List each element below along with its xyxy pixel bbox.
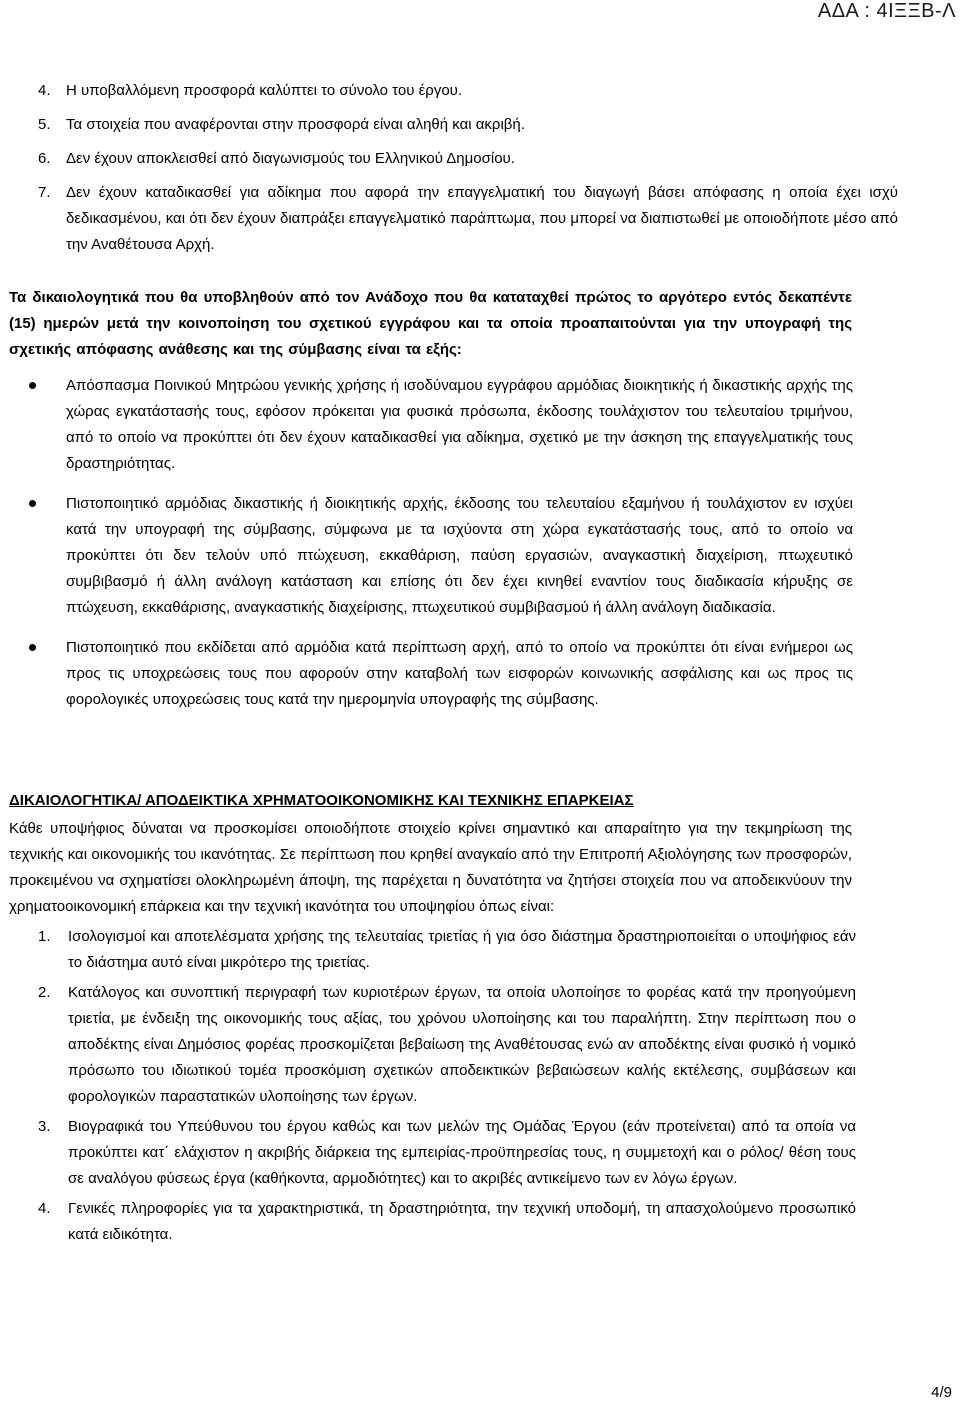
list-item bbox=[38, 180, 898, 258]
list-item bbox=[38, 1114, 856, 1192]
item-text: Δεν έχουν αποκλεισθεί από διαγωνισμούς του Ελληνικού Δημοσίου. bbox=[66, 150, 515, 167]
list-item bbox=[38, 1196, 856, 1248]
bullet-item bbox=[29, 635, 853, 713]
item-number: 5. bbox=[38, 116, 51, 133]
bullet-icon bbox=[29, 500, 36, 507]
list-item bbox=[38, 78, 898, 104]
item-number: 1. bbox=[38, 928, 51, 945]
item-text: Η υποβαλλόμενη προσφορά καλύπτει το σύνολο του έργου. bbox=[66, 82, 463, 99]
bullet-item bbox=[29, 491, 853, 621]
document-code: ΑΔΑ : 4ΙΞΞΒ-Λ bbox=[817, 0, 956, 22]
item-text: Δεν έχουν καταδικασθεί για αδίκημα που αφορά την επαγγελματική του διαγωγή βάσει απόφασης η οποία έχει ισχύ δεδικασμένου, και ότι δεν έχουν διαπράξει επαγγελματικό παράπτωμα, που μπορεί να διαπιστωθεί με οποιοδήποτε μέσο από την Αναθέτουσα Αρχή. bbox=[66, 184, 898, 253]
list-item bbox=[38, 112, 898, 138]
bullet-text: Πιστοποιητικό που εκδίδεται από αρμόδια κατά περίπτωση αρχή, από το οποίο να προκύπτει ότι είναι ενήμεροι ως προς τις υποχρεώσεις τους που αφορούν στην καταβολή των εισφορών κοινωνικής ασφάλισης και ως προς τις φορολογικές υποχρεώσεις τους κατά την ημερομηνία υπογραφής της σύμβασης. bbox=[66, 639, 853, 708]
item-text: Γενικές πληροφορίες για τα χαρακτηριστικά, τη δραστηριότητα, την τεχνική υποδομή, τη απασχολούμενο προσωπικό κατά ειδικότητα. bbox=[68, 1200, 856, 1243]
conditions-list bbox=[38, 78, 898, 266]
bullet-icon bbox=[29, 644, 36, 651]
intro-paragraph: Τα δικαιολογητικά που θα υποβληθούν από τον Ανάδοχο που θα καταταχθεί πρώτος το αργότερο εντός δεκαπέντε (15) ημερών μετά την κοινοποίηση του σχετικού εγγράφου και τα οποία προαπαιτούνται για την υπογραφή της σχετικής απόφασης ανάθεσης και της σύμβασης είναι τα εξής: bbox=[9, 289, 852, 358]
item-text: Κατάλογος και συνοπτική περιγραφή των κυριοτέρων έργων, τα οποία υλοποίησε το φορέας κατά την προηγούμενη τριετία, με ένδειξη της οικονομικής τους αξίας, του χρόνου υλοποίησης και του παραλήπτη. Στην περίπτωση που ο αποδέκτης είναι Δημόσιος φορέας προσκομίζεται βεβαίωση της Αναθέτουσας ενώ αν αποδέκτης είναι φυσικό ή νομικό πρόσωπο του ιδιωτικού τομέα προσκόμιση σχετικών αποδεικτικών βεβαιώσεων καλής εκτέλεσης, συμβάσεων και φορολογικών παραστατικών υλοποίησης των έργων. bbox=[68, 984, 856, 1105]
item-number: 7. bbox=[38, 184, 51, 201]
list-item bbox=[38, 924, 856, 976]
list-item bbox=[38, 980, 856, 1110]
item-number: 6. bbox=[38, 150, 51, 167]
item-text: Ισολογισμοί και αποτελέσματα χρήσης της τελευταίας τριετίας ή για όσο διάστημα δραστηριοποιείται ο υποψήφιος εάν το διάστημα αυτό είναι μικρότερο της τριετίας. bbox=[68, 928, 856, 971]
bullet-item bbox=[29, 373, 853, 477]
section-body: Κάθε υποψήφιος δύναται να προσκομίσει οποιοδήποτε στοιχείο κρίνει σημαντικό και απαραίτητο για την τεκμηρίωση της τεχνικής και οικονομικής του ικανότητας. Σε περίπτωση που κρηθεί αναγκαίο από την Επιτροπή Αξιολόγησης των προσφορών, προκειμένου να σχηματίσει ολοκληρωμένη άποψη, της παρέχεται η δυνατότητα να ζητήσει στοιχεία που να αποδεικνύουν την χρηματοοικονομική επάρκεια και την τεχνική ικανότητα του υποψηφίου όπως είναι: bbox=[9, 820, 852, 915]
bullet-text: Πιστοποιητικό αρμόδιας δικαστικής ή διοικητικής αρχής, έκδοσης του τελευταίου εξαμήνου ή τουλάχιστον εν ισχύει κατά την υπογραφή της σύμβασης, σύμφωνα με τα ισχύοντα στη χώρα εγκατάστασής τους, από το οποίο να προκύπτει ότι δεν τελούν υπό πτώχευση, εκκαθάριση, παύση εργασιών, αναγκαστική διαχείριση, πτωχευτικό συμβιβασμό ή άλλη ανάλογη κατάσταση και επίσης ότι δεν έχει κινηθεί εναντίον τους διαδικασία κήρυξης σε πτώχευση, εκκαθάρισης, αναγκαστικής διαχείρισης, πτωχευτικού συμβιβασμού ή άλλη ανάλογη διαδικασία. bbox=[66, 495, 853, 616]
capacity-list bbox=[38, 924, 856, 1252]
item-text: Τα στοιχεία που αναφέρονται στην προσφορά είναι αληθή και ακριβή. bbox=[66, 116, 525, 133]
list-item bbox=[38, 146, 898, 172]
section-heading: ΔΙΚΑΙΟΛΟΓΗΤΙΚΑ/ ΑΠΟΔΕΙΚΤΙΚΑ ΧΡΗΜΑΤΟΟΙΚΟΝΟΜΙΚΗΣ ΚΑΙ ΤΕΧΝΙΚΗΣ ΕΠΑΡΚΕΙΑΣ bbox=[9, 792, 634, 809]
item-text: Βιογραφικά του Υπεύθυνου του έργου καθώς και των μελών της Ομάδας Έργου (εάν προτείνεται) από τα οποία να προκύπτει κατ΄ ελάχιστον η ακριβής διάρκεια της εμπειρίας-προϋπηρεσίας τους, η συμμετοχή και ο ρόλος/ θέση τους σε αναλόγου φύσεως έργα (καθήκοντα, αρμοδιότητες) και το ακριβές αντικείμενο των εν λόγω έργων. bbox=[68, 1118, 856, 1187]
item-number: 4. bbox=[38, 1200, 51, 1217]
bullet-text: Απόσπασμα Ποινικού Μητρώου γενικής χρήσης ή ισοδύναμου εγγράφου αρμόδιας διοικητικής ή δικαστικής αρχής της χώρας εγκατάστασής τους, εφόσον πρόκειται για φυσικά πρόσωπα, έκδοσης τουλάχιστον του τελευταίου τριμήνου, από το οποίο να προκύπτει ότι δεν έχουν καταδικασθεί για αδίκημα, σχετικό με την άσκηση της επαγγελματικής τους δραστηριότητας. bbox=[66, 377, 853, 472]
page-number: 4/9 bbox=[931, 1384, 952, 1401]
bullet-icon bbox=[29, 382, 36, 389]
item-number: 3. bbox=[38, 1118, 51, 1135]
documents-bullet-list bbox=[29, 373, 853, 727]
item-number: 4. bbox=[38, 82, 51, 99]
item-number: 2. bbox=[38, 984, 51, 1001]
